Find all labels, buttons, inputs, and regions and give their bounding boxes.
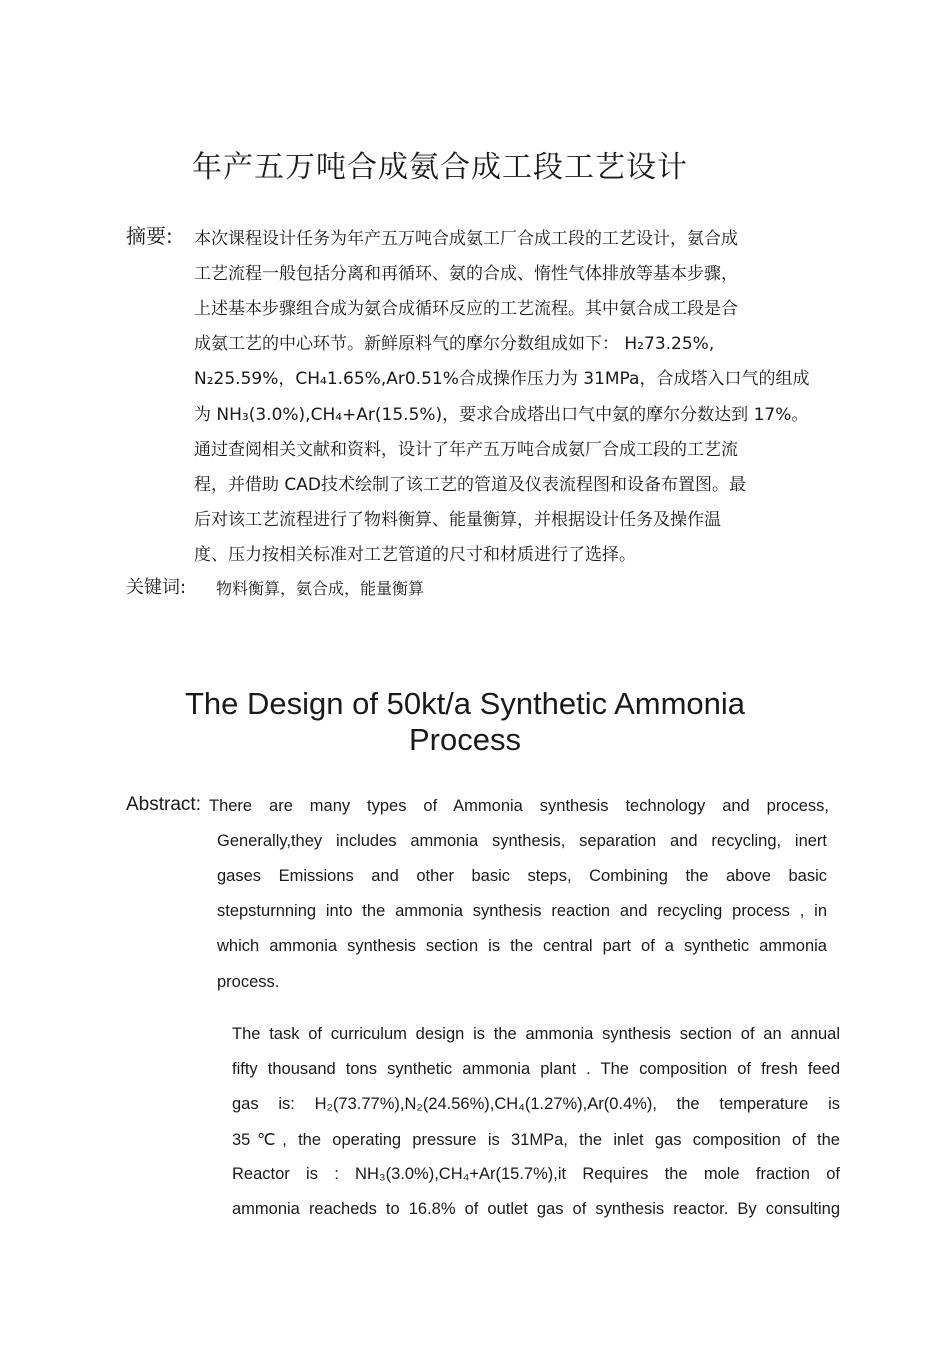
english-paragraph-line: The task of curriculum design is the ammonia synthesis section of an annual xyxy=(232,1025,840,1043)
chinese-abstract-line: 为 NH₃(3.0%),CH₄+Ar(15.5%)，要求合成塔出口气中氨的摩尔分数达到 17%。 xyxy=(194,405,809,425)
english-paragraph-line: 35℃, the operating pressure is 31MPa, the inlet gas composition of the xyxy=(232,1131,840,1149)
english-paragraph-line: Reactor is : NH₃(3.0%),CH₄+Ar(15.7%),it Requires the mole fraction of xyxy=(232,1165,840,1183)
english-abstract-line: which ammonia synthesis section is the central part of a synthetic ammonia xyxy=(217,937,827,955)
chinese-abstract-line: 后对该工艺流程进行了物料衡算、能量衡算，并根据设计任务及操作温 xyxy=(194,510,721,530)
english-paragraph-line: gas is: H₂(73.77%),N₂(24.56%),CH₄(1.27%),Ar(0.4%), the temperature is xyxy=(232,1095,840,1113)
english-abstract-line: Generally,they includes ammonia synthesis, separation and recycling, inert xyxy=(217,832,827,850)
chinese-abstract-line: 工艺流程一般包括分离和再循环、氨的合成、惰性气体排放等基本步骤， xyxy=(194,264,738,284)
chinese-abstract-line: 度、压力按相关标准对工艺管道的尺寸和材质进行了选择。 xyxy=(194,545,636,565)
chinese-title: 年产五万吨合成氨合成工段工艺设计 xyxy=(192,150,688,185)
english-abstract-label: Abstract: xyxy=(126,794,201,815)
chinese-abstract-line: 通过查阅相关文献和资料，设计了年产五万吨合成氨厂合成工段的工艺流 xyxy=(194,440,738,460)
english-title: The Design of 50kt/a Synthetic Ammonia Process xyxy=(184,686,745,757)
chinese-abstract-line: 成氨工艺的中心环节。新鲜原料气的摩尔分数组成如下： H₂73.25%, xyxy=(194,334,715,354)
english-abstract-line: process. xyxy=(217,973,280,991)
english-abstract-line: There are many types of Ammonia synthesis technology and process, xyxy=(209,797,829,815)
chinese-abstract-line: 本次课程设计任务为年产五万吨合成氨工厂合成工段的工艺设计，氨合成 xyxy=(194,229,738,249)
chinese-abstract-line: 程，并借助 CAD技术绘制了该工艺的管道及仪表流程图和设备布置图。最 xyxy=(194,475,746,495)
chinese-abstract-line: 上述基本步骤组合成为氨合成循环反应的工艺流程。其中氨合成工段是合 xyxy=(194,299,738,319)
chinese-keywords: 物料衡算，氨合成，能量衡算 xyxy=(216,579,425,598)
chinese-keywords-label: 关键词: xyxy=(126,577,187,598)
chinese-abstract-line: N₂25.59%，CH₄1.65%,Ar0.51%合成操作压力为 31MPa，合成塔入口气的组成 xyxy=(194,369,810,389)
english-abstract-line: stepsturnning into the ammonia synthesis reaction and recycling process , in xyxy=(217,902,827,920)
english-abstract-line: gases Emissions and other basic steps, Combining the above basic xyxy=(217,867,827,885)
chinese-abstract-label: 摘要: xyxy=(126,224,173,248)
english-paragraph-line: ammonia reacheds to 16.8% of outlet gas of synthesis reactor. By consulting xyxy=(232,1200,840,1218)
english-paragraph-line: fifty thousand tons synthetic ammonia plant . The composition of fresh feed xyxy=(232,1060,840,1078)
